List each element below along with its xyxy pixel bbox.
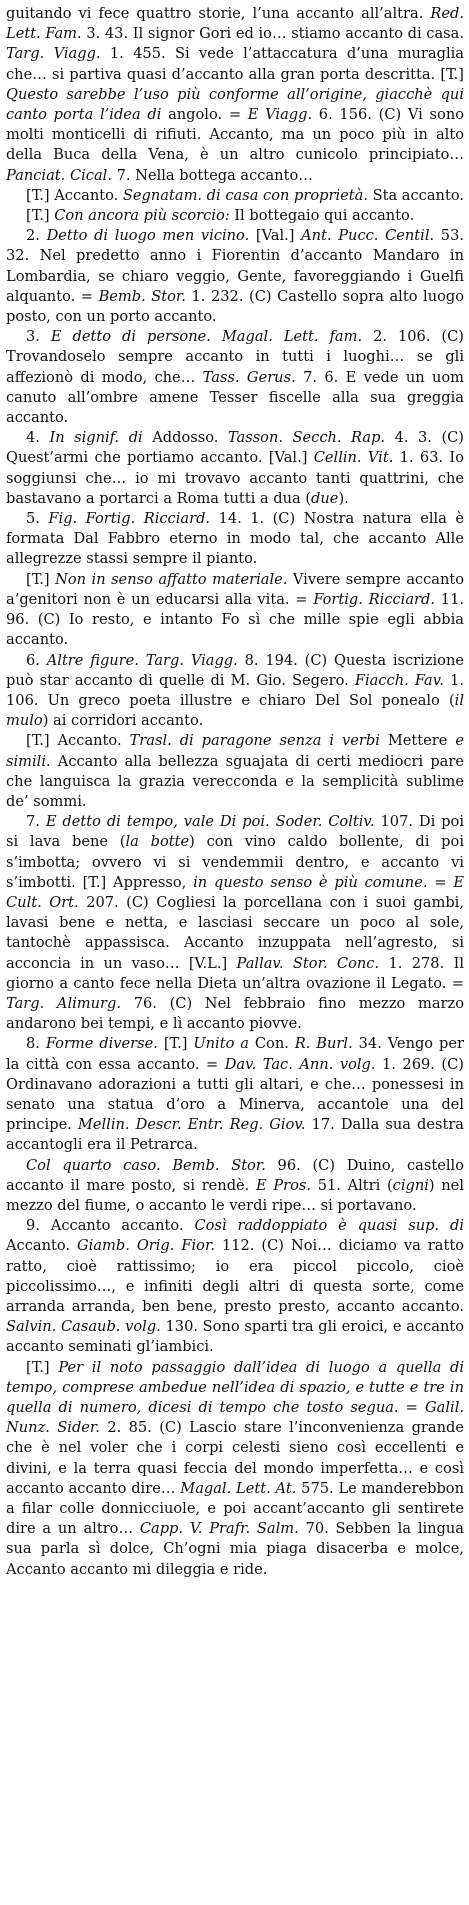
dictionary-paragraph: [T.] Con ancora più scorcio: Il bottegaio qui accanto. xyxy=(26,207,415,225)
dictionary-paragraph: 2. Detto di luogo men vicino. [Val.] Ant. Pucc. Centil. 53. 32. Nel predetto anno i Fiorentin d’accanto Mandaro in Lombardia, se chiaro veggio, Gente, favoreggiando i Guelfi alquanto. = Bemb. Stor. 1. 232. (C) Castello sopra alto luogo posto, con un porto accanto. xyxy=(6,227,465,326)
dictionary-paragraph: 3. E detto di persone. Magal. Lett. fam. 2. 106. (C) Trovandoselo sempre accanto in tutti i luoghi… se gli affezionò di modo, che… Tass. Gerus. 7. 6. E vede un uom canuto all’ombre amene Tesser fiscelle alla sua greggia accanto. xyxy=(6,328,464,427)
dictionary-paragraph: 8. Forme diverse. [T.] Unito a Con. R. Burl. 34. Vengo per la città con essa accanto. = Dav. Tac. Ann. volg. 1. 269. (C) Ordinavano adorazioni a tutti gli altari, e che… ponessesi in senato una statua d’oro a Minerva, accantole una del principe. Mellin. Descr. Entr. Reg. Giov. 17. Dalla sua destra accantogli era il Petrarca. xyxy=(6,1035,464,1154)
dictionary-paragraph: [T.] Non in senso affatto materiale. Vivere sempre accanto a’genitori non è un educarsi alla vita. = Fortig. Ricciard. 11. 96. (C) Io resto, e intanto Fo sì che mille spie egli abbia accanto. xyxy=(6,570,464,649)
dictionary-paragraph: [T.] Accanto. Segnatam. di casa con proprietà. Sta accanto. xyxy=(26,186,464,204)
dictionary-paragraph: 6. Altre figure. Targ. Viagg. 8. 194. (C) Questa iscrizione può star accanto di quelle di M. Gio. Segero. Fiacch. Fav. 1. 106. Un greco poeta illustre e chiaro Del Sol ponealo (il mulo) ai corridori accanto. xyxy=(6,651,464,730)
dictionary-paragraph: 4. In signif. di Addosso. Tasson. Secch. Rap. 4. 3. (C) Quest’armi che portiamo accanto. [Val.] Cellin. Vit. 1. 63. Io soggiunsi che… io mi trovavo accanto tanti quattrini, che bastavano a portarci a Roma tutti a dua (due). xyxy=(6,429,464,507)
dictionary-paragraph: 9. Accanto accanto. Così raddoppiato è quasi sup. di Accanto. Giamb. Orig. Fior. 112. (C) Noi… diciamo va ratto ratto, cioè rattissimo; io era piccol piccolo, cioè piccolissimo…, e infiniti degli altri di questa sorte, come arranda arranda, ben bene, presto presto, accanto accanto. Salvin. Casaub. volg. 130. Sono sparti tra gli eroici, e accanto accanto seminati gl’iambici. xyxy=(6,1217,464,1356)
dictionary-paragraph: Col quarto caso. Bemb. Stor. 96. (C) Duino, castello accanto il mare posto, si rendè. E Pros. 51. Altri (cigni) nel mezzo del fiume, o accanto le verdi ripe… si portavano. xyxy=(6,1156,464,1214)
dictionary-paragraph: [T.] Accanto. Trasl. di paragone senza i verbi Mettere e simili. Accanto alla bellezza sguajata di certi mediocri pare che languisca la grazia verecconda e la semplicità sublime de’ sommi. xyxy=(6,732,464,810)
dictionary-paragraph: guitando vi fece quattro storie, l’una accanto all’altra. Red. Lett. Fam. 3. 43. Il signor Gori ed io… stiamo accanto di casa. Targ. Viagg. 1. 455. Si vede l’attaccatura d’una muraglia che… si partiva quasi d’accanto alla gran porta descritta. [T.] Questo sarebbe l’uso più conforme all’origine, giacchè qui canto porta l’idea di angolo. = E Viagg. 6. 156. (C) Vi sono molti monticelli di rifiuti. Accanto, ma un poco più in alto della Buca della Vena, è un altro cunicolo principiato… Panciat. Cical. 7. Nella bottega accanto… xyxy=(6,5,464,184)
dictionary-paragraph: 5. Fig. Fortig. Ricciard. 14. 1. (C) Nostra natura ella è formata Dal Fabbro eterno in modo tal, che accanto Alle allegrezze stassi sempre il pianto. xyxy=(6,510,464,568)
dictionary-paragraph: [T.] Per il noto passaggio dall’idea di luogo a quella di tempo, comprese ambedue nell’idea di spazio, e tutte e tre in quella di numero, dicesi di tempo che tosto segua. = Galil. Nunz. Sider. 2. 85. (C) Lascio stare l’inconvenienza grande che è nel voler che i corpi celesti sieno così eccellenti e divini, e la terra quasi feccia del mondo imperfetta… e così accanto accanto dire… Magal. Lett. At. 575. Le manderebbon a filar colle donnicciuole, e poi accant’accanto gli sentirete dire a un altro… Capp. V. Prafr. Salm. 70. Sebben la lingua sua parla sì dolce, Ch’ogni mia piaga disacerba e molce, Accanto accanto mi dileggia e ride. xyxy=(6,1358,464,1578)
dictionary-paragraph: 7. E detto di tempo, vale Di poi. Soder. Coltiv. 107. Di poi si lava bene (la botte) con vino caldo bollente, di poi s’imbotta; ovvero vi si vendemmii dentro, e accanto vi s’imbotti. [T.] Appresso, in questo senso è più comune. = E Cult. Ort. 207. (C) Cogliesi la porcellana con i suoi gambi, lavasi bene e netta, e lasciasi seccare un poco al sole, tantochè appassisca. Accanto inzuppata nell’agresto, si acconcia in un vaso… [V.L.] Pallav. Stor. Conc. 1. 278. Il giorno a canto fece nella Dieta un’altra ovazione il Legato. = Targ. Alimurg. 76. (C) Nel febbraio fino mezzo marzo andarono bei tempi, e lì accanto piovve. xyxy=(6,813,464,1033)
